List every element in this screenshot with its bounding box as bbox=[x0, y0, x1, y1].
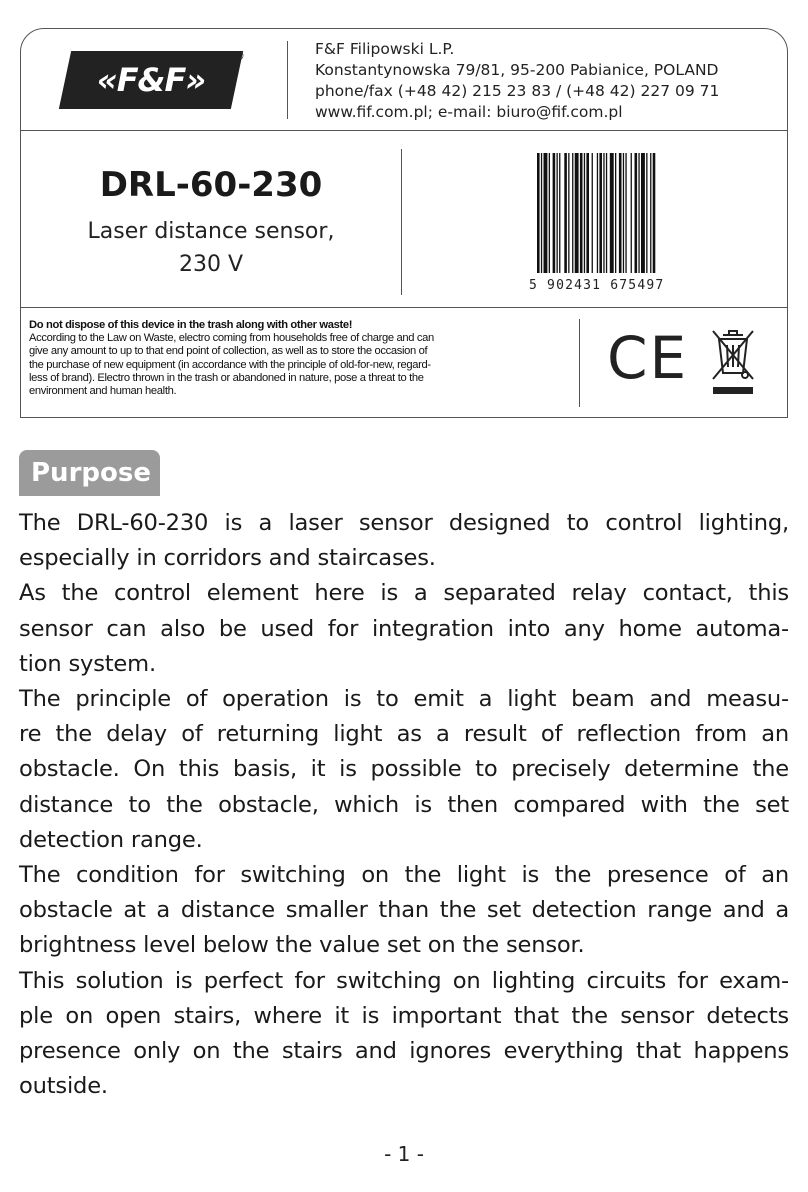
company-info bbox=[315, 39, 719, 123]
logo-text: «F&F» bbox=[96, 61, 206, 99]
weee-title: Do not dispose of this device in the trash along with other waste! bbox=[29, 319, 353, 331]
divider bbox=[21, 307, 787, 308]
barcode-number: 5 902431 675497 bbox=[529, 278, 665, 293]
barcode-bar bbox=[568, 153, 569, 273]
text-line: obstacle. On this basis, it is possible to precisely determine the bbox=[19, 756, 789, 783]
barcode-bar bbox=[606, 153, 607, 273]
weee-notice bbox=[29, 319, 577, 398]
text-line: The condition for switching on the light is the presence of an bbox=[19, 862, 789, 889]
ce-mark: CE bbox=[607, 324, 689, 392]
barcode-bar bbox=[584, 153, 585, 273]
weee-line: the purchase of new equipment (in accordance with the principle of old-for-new, regard- bbox=[29, 358, 431, 371]
text-line: presence only on the stairs and ignores everything that happens bbox=[19, 1038, 789, 1065]
company-web: www.fif.com.pl; e-mail: biuro@fif.com.pl bbox=[315, 103, 623, 121]
registered-mark: ® bbox=[233, 49, 245, 63]
company-address: Konstantynowska 79/81, 95-200 Pabianice, POLAND bbox=[315, 61, 719, 79]
text-line: ple on open stairs, where it is important that the sensor detects bbox=[19, 1002, 789, 1029]
divider bbox=[401, 149, 402, 295]
text-line: obstacle at a distance smaller than the set detection range and a bbox=[19, 897, 789, 924]
barcode-bars bbox=[537, 153, 703, 281]
barcode-bar bbox=[638, 153, 639, 273]
barcode-bar bbox=[564, 153, 567, 273]
barcode-bar bbox=[580, 153, 583, 273]
purpose-text bbox=[19, 506, 789, 1104]
barcode-bar bbox=[592, 153, 593, 273]
text-line: outside. bbox=[19, 1073, 108, 1100]
weee-line: give any amount to up to that end point of collection, as well as to store the occasion of bbox=[29, 345, 428, 358]
barcode-bar bbox=[625, 153, 626, 273]
crossed-out-wheelie-bin-icon bbox=[709, 327, 757, 399]
barcode-bar bbox=[603, 153, 604, 273]
text-line: The principle of operation is to emit a light beam and measu- bbox=[19, 686, 789, 713]
barcode-bar bbox=[623, 153, 624, 273]
barcode-bar bbox=[553, 153, 556, 273]
brand-logo bbox=[59, 51, 243, 109]
paragraph bbox=[19, 858, 789, 964]
paragraph bbox=[19, 964, 789, 1105]
barcode-bar bbox=[610, 153, 614, 273]
paragraph bbox=[19, 682, 789, 858]
barcode-graphic bbox=[537, 153, 703, 281]
paragraph bbox=[19, 576, 789, 682]
text-line: sensor can also be used for integration into any home automa- bbox=[19, 615, 789, 642]
barcode-bar bbox=[646, 153, 647, 273]
divider bbox=[287, 41, 288, 119]
barcode-bar bbox=[549, 153, 550, 273]
section-title-purpose: Purpose bbox=[19, 450, 160, 496]
product-desc-line: Laser distance sensor, bbox=[87, 219, 335, 244]
weee-line: According to the Law on Waste, electro coming from households free of charge and can bbox=[29, 332, 434, 345]
text-line: brightness level below the value set on the sensor. bbox=[19, 932, 585, 959]
weee-line: environment and human health. bbox=[29, 385, 177, 398]
product-desc-line: 230 V bbox=[178, 252, 244, 277]
product-description bbox=[21, 215, 401, 281]
text-line: especially in corridors and staircases. bbox=[19, 545, 436, 572]
barcode-bar bbox=[597, 153, 598, 273]
paragraph bbox=[19, 506, 789, 576]
barcode-bar bbox=[653, 153, 656, 273]
barcode-bar bbox=[615, 153, 616, 273]
barcode-bar bbox=[559, 153, 560, 273]
text-line: distance to the obstacle, which is then compared with the set bbox=[19, 791, 789, 818]
divider bbox=[21, 130, 787, 131]
barcode-bar bbox=[557, 153, 558, 273]
text-line: re the delay of returning light as a result of reflection from an bbox=[19, 721, 789, 748]
weee-line: less of brand). Electro thrown in the trash or abandoned in nature, pose a threat to the bbox=[29, 371, 424, 384]
text-line: tion system. bbox=[19, 650, 156, 677]
barcode-bar bbox=[537, 153, 540, 273]
barcode-bar bbox=[641, 153, 645, 273]
product-model: DRL-60-230 bbox=[99, 165, 323, 205]
barcode-bar bbox=[544, 153, 548, 273]
divider bbox=[579, 319, 580, 407]
barcode-bar bbox=[650, 153, 651, 273]
label-box bbox=[20, 28, 788, 418]
barcode-bar bbox=[541, 153, 542, 273]
page-number: - 1 - bbox=[384, 1142, 424, 1166]
barcode-bar bbox=[635, 153, 638, 273]
barcode bbox=[529, 153, 709, 293]
barcode-bar bbox=[575, 153, 579, 273]
barcode-bar bbox=[599, 153, 602, 273]
barcode-bar bbox=[619, 153, 622, 273]
company-phone: phone/fax (+48 42) 215 23 83 / (+48 42) 227 09 71 bbox=[315, 82, 720, 100]
text-line: The DRL-60-230 is a laser sensor designed to control lighting, bbox=[19, 510, 789, 536]
barcode-bar bbox=[572, 153, 573, 273]
text-line: As the control element here is a separated relay contact, this bbox=[19, 580, 789, 607]
barcode-bar bbox=[586, 153, 589, 273]
text-line: This solution is perfect for switching on lighting circuits for exam- bbox=[19, 967, 789, 994]
company-name: F&F Filipowski L.P. bbox=[315, 40, 455, 58]
text-line: detection range. bbox=[19, 826, 203, 853]
barcode-bar bbox=[631, 153, 632, 273]
